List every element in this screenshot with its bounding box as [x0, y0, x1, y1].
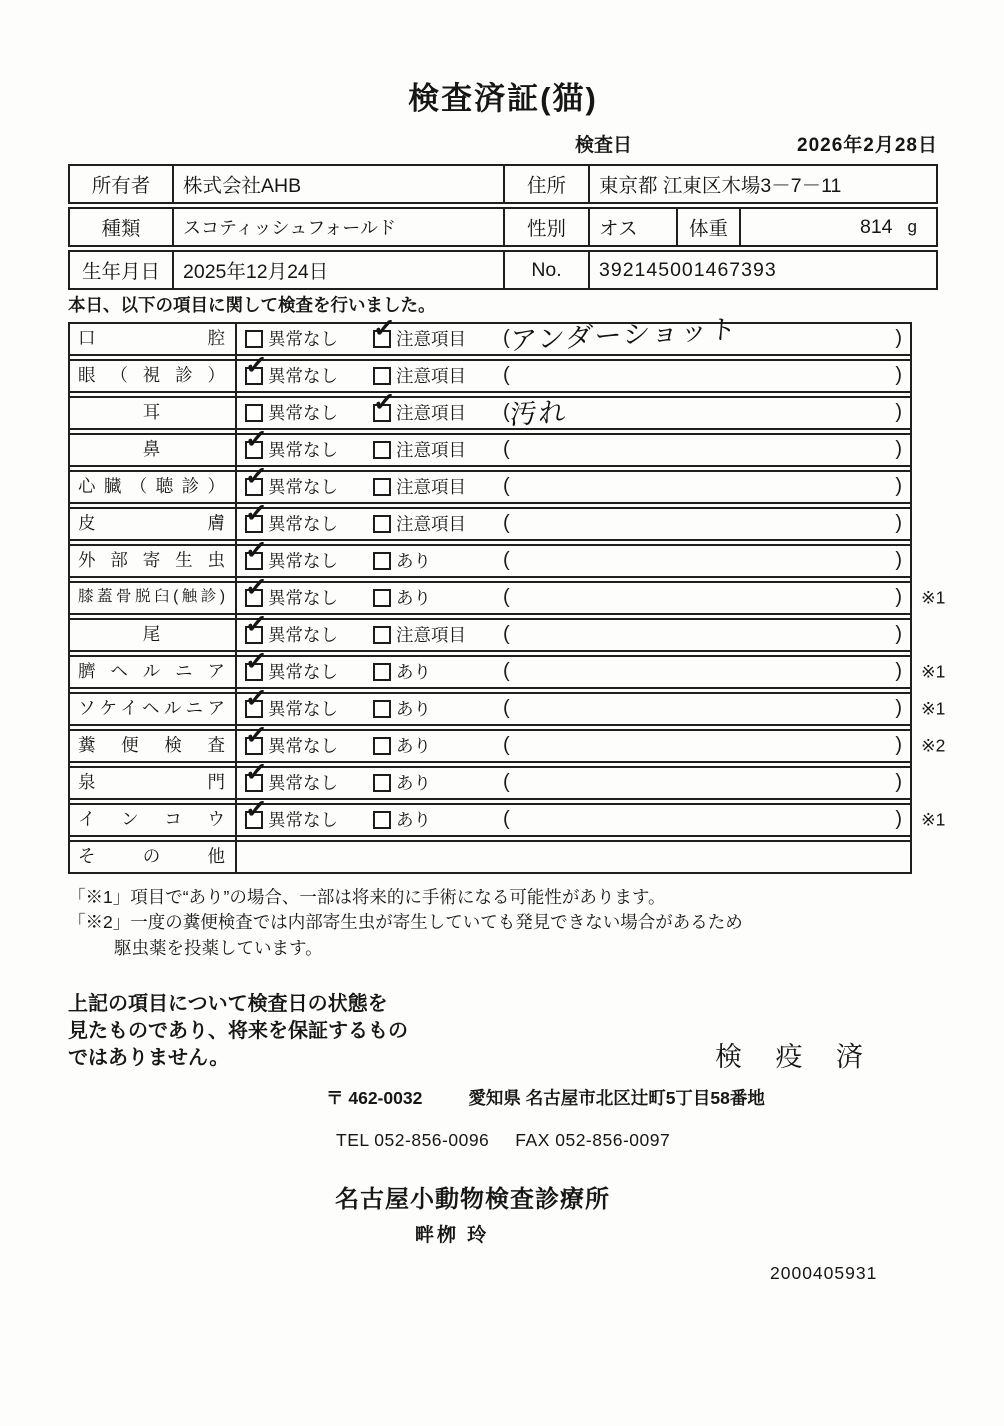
item-label: 糞便検査 — [78, 735, 225, 755]
checkbox-attention[interactable] — [373, 626, 391, 644]
checkbox-attention[interactable] — [373, 441, 391, 459]
paren-close: ) — [895, 734, 902, 757]
owner-value: 株式会社AHB — [172, 166, 503, 202]
clinic-tel: TEL 052-856-0096 — [336, 1130, 490, 1150]
inspection-date-label: 検査日 — [575, 135, 633, 156]
paren-open: ( — [503, 401, 510, 424]
disclaimer-line-1: 上記の項目について検査日の状態を — [68, 993, 388, 1015]
other-empty-cell — [235, 842, 912, 872]
examiner-name: 畔栁 玲 — [415, 1225, 490, 1246]
checkmark-icon: ✓ — [244, 348, 269, 381]
paren-open: ( — [503, 660, 510, 683]
paren-open: ( — [503, 438, 510, 461]
checkbox-no-abnormality[interactable] — [244, 718, 269, 755]
checkmark-icon: ✓ — [244, 422, 269, 455]
option-label: 異常なし — [268, 514, 338, 535]
option-label: 注意項目 — [396, 477, 466, 498]
paren-close: ) — [895, 660, 902, 683]
item-label: 心臓（聴診） — [78, 476, 225, 496]
label-column-divider — [235, 322, 237, 874]
checkbox-attention[interactable] — [373, 478, 391, 496]
checkbox-attention[interactable] — [372, 385, 397, 422]
paren-close: ) — [895, 586, 902, 609]
intro-text: 本日、以下の項目に関して検査を行いました。 — [68, 295, 436, 315]
weight-value-cell — [739, 209, 936, 245]
checkbox-attention[interactable] — [373, 367, 391, 385]
option-label: あり — [396, 588, 431, 609]
option-label: 異常なし — [268, 440, 338, 461]
footnote-2: 「※2」一度の糞便検査では内部寄生虫が寄生していても発見できない場合があるため — [68, 912, 743, 932]
footnotes — [68, 885, 948, 962]
checkmark-icon: ✓ — [244, 607, 269, 640]
option-label: 異常なし — [268, 773, 338, 794]
checkbox-no-abnormality[interactable] — [244, 496, 269, 533]
clinic-address-row — [326, 1085, 1004, 1110]
footnote-mark: ※1 — [921, 809, 946, 830]
serial-number: 2000405931 — [770, 1263, 878, 1283]
checklist-row-tail — [68, 607, 912, 652]
owner-table-row — [68, 164, 938, 204]
checkmark-icon: ✓ — [244, 533, 269, 566]
checkmark-icon: ✓ — [244, 644, 269, 677]
birthdate-value: 2025年12月24日 — [172, 252, 503, 288]
item-label: 膝蓋骨脱臼(触診) — [78, 588, 225, 605]
checkbox-no-abnormality[interactable] — [244, 681, 269, 718]
checkbox-no-abnormality[interactable] — [245, 330, 263, 348]
checkmark-icon: ✓ — [244, 792, 269, 825]
option-label: 異常なし — [268, 662, 338, 683]
checklist-row-fecal-exam — [68, 718, 946, 763]
pet-table-row-1 — [68, 207, 938, 247]
paren-open: ( — [503, 623, 510, 646]
footnote-1: 「※1」項目で“あり”の場合、一部は将来的に手術になる可能性があります。 — [68, 886, 666, 907]
checkbox-attention[interactable] — [373, 515, 391, 533]
checkbox-attention[interactable] — [372, 311, 397, 348]
paren-open: ( — [503, 808, 510, 831]
clinic-address: 愛知県 名古屋市北区辻町5丁目58番地 — [468, 1088, 765, 1108]
checkbox-no-abnormality[interactable] — [244, 607, 269, 644]
footnote-mark: ※1 — [921, 698, 946, 719]
inspection-date-value: 2026年2月28日 — [797, 135, 938, 156]
item-label: 眼（視診） — [78, 365, 225, 385]
option-label: 異常なし — [268, 551, 338, 572]
handwritten-note: 汚れ — [508, 397, 569, 431]
checkbox-present[interactable] — [373, 700, 391, 718]
checkbox-no-abnormality[interactable] — [244, 348, 269, 385]
paren-close: ) — [895, 475, 902, 498]
closing-block — [68, 991, 938, 1072]
option-label: 異常なし — [268, 625, 338, 646]
checklist-row-patella — [68, 570, 946, 615]
checkbox-no-abnormality[interactable] — [244, 533, 269, 570]
footnote-mark: ※1 — [921, 661, 946, 682]
paren-close: ) — [895, 364, 902, 387]
paren-close: ) — [895, 771, 902, 794]
checkmark-icon: ✓ — [372, 385, 397, 418]
paren-close: ) — [895, 512, 902, 535]
exam-checklist-table — [68, 311, 946, 874]
paren-open: ( — [503, 327, 510, 350]
checkbox-present[interactable] — [373, 552, 391, 570]
option-label: あり — [396, 699, 431, 720]
paren-open: ( — [503, 697, 510, 720]
checkbox-present[interactable] — [373, 737, 391, 755]
option-label: あり — [396, 736, 431, 757]
paren-close: ) — [895, 438, 902, 461]
checklist-row-nose — [68, 422, 912, 467]
checklist-row-oral — [68, 311, 912, 357]
option-label: 異常なし — [268, 329, 338, 350]
paren-open: ( — [503, 586, 510, 609]
option-label: 異常なし — [268, 366, 338, 387]
paren-close: ) — [895, 401, 902, 424]
option-label: あり — [396, 773, 431, 794]
item-label: 尾 — [142, 624, 161, 644]
pet-table-row-2 — [68, 250, 938, 290]
sex-value: オス — [588, 209, 676, 245]
option-label: あり — [396, 662, 431, 683]
checkbox-no-abnormality[interactable] — [244, 792, 269, 829]
item-label: その他 — [78, 846, 225, 866]
checkbox-present[interactable] — [373, 774, 391, 792]
clinic-fax: FAX 052-856-0097 — [515, 1130, 671, 1150]
option-label: 異常なし — [268, 810, 338, 831]
checklist-row-heart — [68, 459, 912, 504]
checklist-row-umbilical-hernia — [68, 644, 946, 689]
owner-label: 所有者 — [91, 175, 151, 197]
checkbox-present[interactable] — [373, 811, 391, 829]
option-label: 異常なし — [268, 699, 338, 720]
paren-close: ) — [895, 697, 902, 720]
disclaimer-line-3: ではありません。 — [68, 1047, 230, 1069]
weight-label: 体重 — [676, 209, 739, 245]
paren-close: ) — [895, 327, 902, 350]
page-title: 検査済証(猫) — [408, 81, 598, 116]
footnote-2-continued: 駆虫薬を投薬しています。 — [114, 937, 323, 958]
paren-open: ( — [503, 549, 510, 572]
checkbox-present[interactable] — [373, 589, 391, 607]
weight-unit: g — [907, 217, 917, 236]
clinic-phone-row — [336, 1130, 1004, 1151]
checkbox-no-abnormality[interactable] — [244, 422, 269, 459]
weight-value: 814 — [859, 215, 893, 238]
option-label: 注意項目 — [396, 366, 466, 387]
item-label: 耳 — [142, 402, 161, 422]
item-label: 口腔 — [78, 328, 225, 348]
footnote-mark: ※2 — [921, 735, 946, 756]
footnote-mark: ※1 — [921, 587, 946, 608]
checkmark-icon: ✓ — [244, 681, 269, 714]
checklist-row-other — [68, 840, 912, 874]
checkmark-icon: ✓ — [244, 459, 269, 492]
paren-open: ( — [503, 364, 510, 387]
checklist-row-inguinal-hernia — [68, 681, 946, 726]
item-label: 皮膚 — [78, 513, 225, 533]
breed-value: スコティッシュフォールド — [172, 209, 503, 245]
checklist-row-inkou — [68, 792, 946, 837]
option-label: 異常なし — [268, 736, 338, 757]
option-label: 異常なし — [268, 588, 338, 609]
checklist-row-skin — [68, 496, 912, 541]
item-label: インコウ — [78, 809, 225, 829]
item-label: 泉門 — [78, 772, 225, 792]
checkmark-icon: ✓ — [244, 570, 269, 603]
option-label: 異常なし — [268, 403, 338, 424]
clinic-name: 名古屋小動物検査診療所 — [335, 1186, 610, 1213]
birthdate-label: 生年月日 — [81, 261, 160, 283]
paren-close: ) — [895, 808, 902, 831]
checkbox-no-abnormality[interactable] — [244, 570, 269, 607]
checklist-row-ectoparasites — [68, 533, 912, 578]
postal-code: 〒 462-0032 — [326, 1088, 423, 1108]
handwritten-note: アンダーショット — [508, 314, 740, 357]
option-label: 注意項目 — [396, 514, 466, 535]
item-label: 臍ヘルニア — [78, 661, 225, 681]
paren-open: ( — [503, 771, 510, 794]
quarantine-passed-stamp: 検 疫 済 — [715, 1042, 877, 1072]
item-label: 外部寄生虫 — [78, 550, 225, 570]
address-value: 東京都 江東区木場3－7－11 — [588, 166, 936, 202]
disclaimer-line-2: 見たものであり、将来を保証するもの — [68, 1020, 408, 1042]
option-label: 注意項目 — [396, 403, 466, 424]
table-left-border — [68, 322, 70, 874]
checkmark-icon: ✓ — [244, 496, 269, 529]
checklist-row-fontanelle — [68, 755, 912, 800]
paren-open: ( — [503, 734, 510, 757]
checkmark-icon: ✓ — [244, 718, 269, 751]
option-label: あり — [396, 551, 431, 572]
item-label: ソケイヘルニア — [78, 698, 225, 718]
option-label: 注意項目 — [396, 440, 466, 461]
option-label: 注意項目 — [396, 625, 466, 646]
checklist-row-eyes — [68, 348, 912, 393]
checklist-row-ears — [68, 385, 912, 431]
option-label: 異常なし — [268, 477, 338, 498]
checkbox-present[interactable] — [373, 663, 391, 681]
checkmark-icon: ✓ — [372, 311, 397, 344]
checkbox-no-abnormality[interactable] — [244, 459, 269, 496]
item-label: 鼻 — [142, 439, 161, 459]
checkbox-no-abnormality[interactable] — [244, 644, 269, 681]
paren-open: ( — [503, 512, 510, 535]
checkbox-no-abnormality[interactable] — [245, 404, 263, 422]
table-right-border — [910, 322, 912, 874]
paren-close: ) — [895, 549, 902, 572]
checkbox-no-abnormality[interactable] — [244, 755, 269, 792]
paren-open: ( — [503, 475, 510, 498]
breed-label: 種類 — [101, 218, 141, 240]
chip-no-value: 392145001467393 — [588, 252, 936, 288]
option-label: 注意項目 — [396, 329, 466, 350]
sex-label: 性別 — [503, 209, 588, 245]
address-label: 住所 — [503, 166, 588, 202]
disclaimer — [68, 991, 498, 1072]
checkmark-icon: ✓ — [244, 755, 269, 788]
paren-close: ) — [895, 623, 902, 646]
option-label: あり — [396, 810, 431, 831]
inspection-date-row — [68, 134, 938, 158]
chip-no-label: No. — [503, 252, 588, 288]
